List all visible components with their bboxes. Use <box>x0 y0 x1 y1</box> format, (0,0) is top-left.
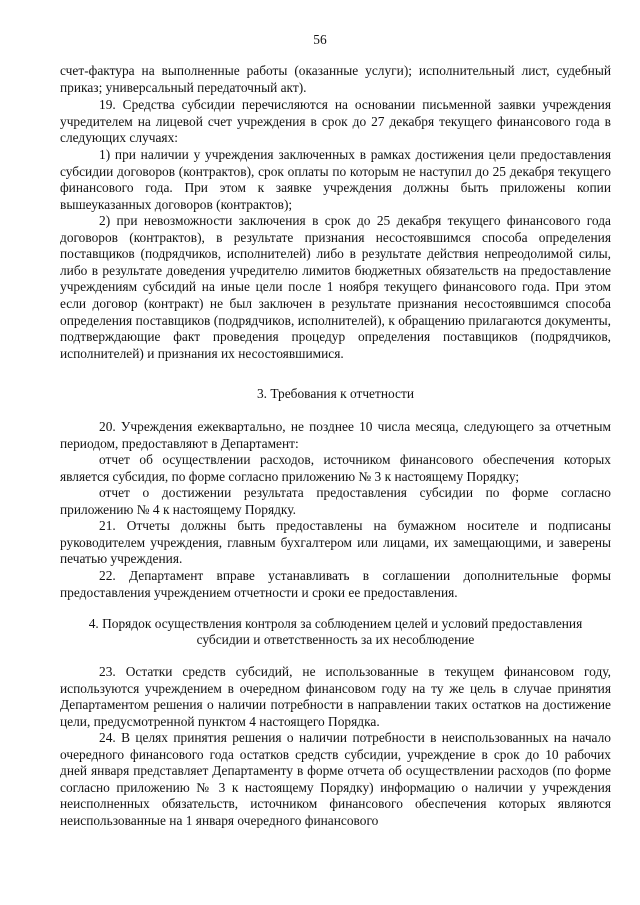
paragraph-19-item-1: 1) при наличии у учреждения заключенных в рамках достижения цели предоставления субсидии договоров (контрактов), срок оплаты по которым не наступил до 25 декабря текущего финансового года. При этом к заявке учреждения должны быть приложены копии вышеуказанных договоров (контрактов); <box>60 147 611 212</box>
section-heading-3: 3. Требования к отчетности <box>256 386 415 401</box>
paragraph-19-item-2: 2) при невозможности заключения в срок до 25 декабря текущего финансового года договоров (контрактов), в результате признания несостоявшимся способа определения поставщиков (подрядчиков, исполнителей) либо в результате действия непреодолимой силы, либо в результате доведения учредителю лимитов бюджетных обязательств на предоставление учреждениям субсидий на иные цели после 1 ноября текущего финансового года. При этом если договор (контракт) не был заключен в результате признания несостоявшимся способа определения поставщиков (подрядчиков, исполнителей), к обращению прилагаются документы, подтверждающие факт проведения процедур определения поставщиков (подрядчиков, исполнителей) и признания их несостоявшимися. <box>60 213 611 361</box>
paragraph-24: 24. В целях принятия решения о наличии потребности в неиспользованных на начало очередного финансового года остатков средств субсидии, учреждение в срок до 10 рабочих дней января представляет Департаменту в форме отчета об осуществлении расходов (по форме согласно приложению № 3 к настоящему Порядку) информацию о наличии у учреждения неисполненных обязательств, источником финансового обеспечения которых являются неиспользованные на 1 января очередного финансового <box>60 730 611 828</box>
section-heading-4-line-1: 4. Порядок осуществления контроля за соблюдением целей и условий предоставления <box>88 616 583 631</box>
page-number: 56 <box>313 32 327 47</box>
paragraph-20: 20. Учреждения ежеквартально, не позднее 10 числа месяца, следующего за отчетным периодом, предоставляют в Департамент: <box>60 419 611 451</box>
paragraph-20-report-result: отчет о достижении результата предоставления субсидии по форме согласно приложению № 4 к настоящему Порядку. <box>60 485 611 517</box>
paragraph-22: 22. Департамент вправе устанавливать в соглашении дополнительные формы предоставления учреждением отчетности и сроки ее предоставления. <box>60 568 611 600</box>
paragraph-23: 23. Остатки средств субсидий, не использованные в текущем финансовом году, используются учреждением в очередном финансовом году на ту же цель в случае принятия Департаментом решения о наличии потребности в направлении таких остатков на достижение цели, предусмотренной пунктом 4 настоящего Порядка. <box>60 664 611 729</box>
paragraph-19: 19. Средства субсидии перечисляются на основании письменной заявки учреждения учредителем на лицевой счет учреждения в срок до 27 декабря текущего финансового года в следующих случаях: <box>60 97 611 146</box>
paragraph-continuation: счет-фактура на выполненные работы (оказанные услуги); исполнительный лист, судебный приказ; универсальный передаточный акт). <box>60 63 611 95</box>
section-heading-4-line-2: субсидии и ответственность за их несоблюдение <box>196 632 475 647</box>
paragraph-20-report-expenses: отчет об осуществлении расходов, источником финансового обеспечения которых является субсидия, по форме согласно приложению № 3 к настоящему Порядку; <box>60 452 611 484</box>
paragraph-21: 21. Отчеты должны быть предоставлены на бумажном носителе и подписаны руководителем учреждения, главным бухгалтером или лицами, их замещающими, и заверены печатью учреждения. <box>60 518 611 567</box>
